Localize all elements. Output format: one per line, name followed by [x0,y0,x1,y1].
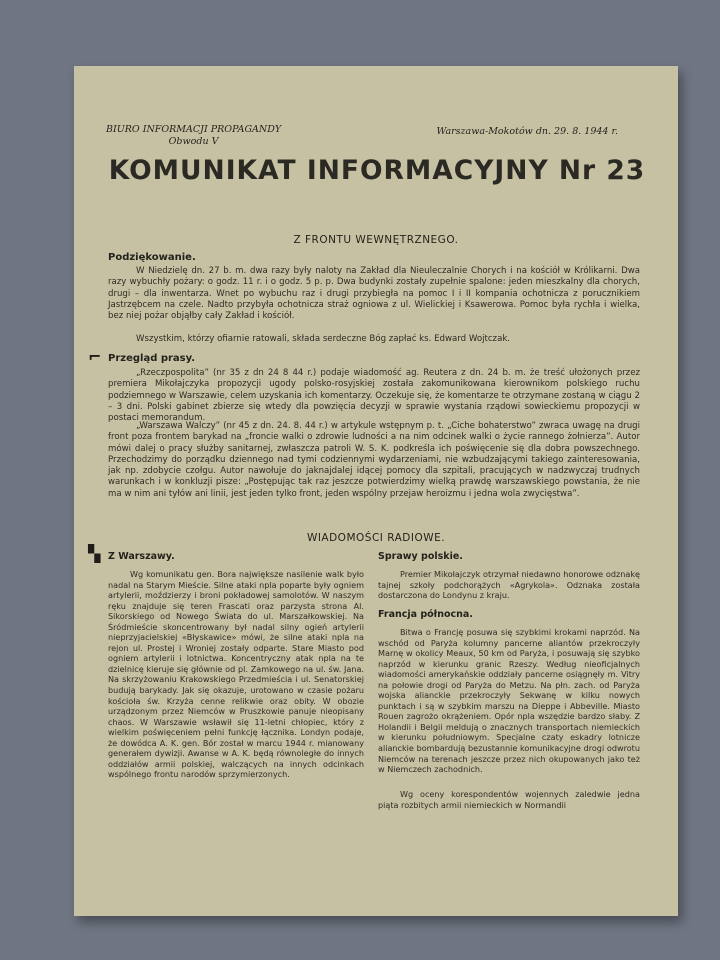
document-page [74,66,678,916]
polish-affairs-text: Premier Mikołajczyk otrzymał niedawno honorowe odznakę tajnej szkoły podchorążych «Agrykola». Odznaka została dostarczona do Londynu z kraju. [378,569,640,601]
heading-warsaw: Z Warszawy. [108,551,175,562]
press-paragraph-rzeczpospolita: „Rzeczpospolita” (nr 35 z dn 24 8 44 r.) podaje wiadomość ag. Reutera z dn. 24 b. m. że treść ułożonych przez premiera Mikołajczyka propozycji ugody polsko-rosyjskiej została zakomunikowana kierownikom polskiego ruchu podziemnego w Warszawie, celem uzyskania ich komentarzy. Oczekuje się, że komentarze te otrzymane zostaną w ciągu 2 – 3 dni. Polski gabinet zbierze się wtedy dla powzięcia decyzji w sprawie wystania rządowi sowieckiemu propozycji w postaci memorandum. [108,368,640,424]
heading-north-france: Francja północna. [378,609,473,620]
heading-polish-affairs: Sprawy polskie. [378,551,463,562]
thanks-paragraph: W Niedzielę dn. 27 b. m. dwa razy były naloty na Zakład dla Nieuleczalnie Chorych i na kościół w Królikarni. Dwa razy wybuchły pożary: o godz. 11 r. i o godz. 5 p. p. Dwa budynki zostały zupełnie spalone: jeden mieszkalny dla chorych, drugi – dla inwentarza. Wnet po wybuchu raz i drugi przybiegła na pomoc I i II kompania ochotnicza z porucznikiem Jastrzębcem na czele. Nadto przybyła ochotnicza straż ogniowa z ul. Wielickiej i Ksawerowa. Pomoc była rychła i wielka, bez niej pożar objąłby cały Zakład i kościół. [108,266,640,322]
france-report-continued: Wg oceny korespondentów wojennych zaledwie jedna piąta rozbitych armii niemieckich w Normandii [378,789,640,810]
section-title-radio-news: WIADOMOŚCI RADIOWE. [306,532,446,544]
section-title-internal-front: Z FRONTU WEWNĘTRZNEGO. [293,234,459,246]
warsaw-report: Wg komunikatu gen. Bora największe nasilenie walk było nadal na Starym Mieście. Silne ataki npla poparte były ogniem artylerii, moździerzy i broni pokładowej samolotów. W naszym ręku znajduje się teren Frascati oraz parzysta strona Al. Sikorskiego od Nowego Świata do ul. Marszałkowskiej. Na Śródmieście skoncentrowany był nadal silny ogień artylerii nieprzyjacielskiej «Błyskawice» mówi, że silne ataki npla na rejon ul. Prostej i Wroniej zostały odparte. Stare Miasto pod ogniem artylerii i lotnictwa. Koncentryczny atak npla na te dzielnicę kieruje się głównie od pl. Zamkowego na ul. św. Jana. Na skrzyżowaniu Krakowskiego Przedmieścia i ul. Senatorskiej budują barykady. Jak się okazuje, urotowano w czasie pożaru kościoła św. Krzyża cenne relikwie oraz obity. W obozie urządzonym przez Niemców w Pruszkowie panuje nieopisany chaos. W Warszawie wsławił się 11-letni chłopiec, który z wielkim poświęceniem pełni funkcję łącznika. Londyn podaje, że dowódca A. K. gen. Bór został w marcu 1944 r. mianowany generałem dywizji. Awanse w A. K. będą równoległe do innych oddziałów armii polskiej, walczących na innych odcinkach wspólnego frontu narodów sprzymierzonych. [108,569,364,780]
place-date: Warszawa-Mokotów dn. 29. 8. 1944 r. [436,126,618,137]
heading-press-review: Przegląd prasy. [108,353,196,364]
issuing-office [106,124,281,148]
document-title: KOMUNIKAT INFORMACYJNY Nr 23 [108,155,646,186]
margin-mark: ⌐ [88,347,102,366]
heading-thanks: Podziękowanie. [108,252,196,263]
france-report: Bitwa o Francję posuwa się szybkimi krokami naprzód. Na wschód od Paryża kolumny pancerne aliantów przekroczyły Marnę w okolicy Meaux, 50 km od Paryża, i posuwają się szybko naprzód w kierunku granic Rzeszy. Według nieoficjalnych wiadomości amerykańskie oddziały pancerne osiągnęły m. Vitry na połowie drogi od Paryża do Metzu. Na płn. zach. od Paryża wojska alianckie przekroczyły Sekwanę w kilku nowych punktach i są w szybkim marszu na Dieppe i Abbeville. Miasto Rouen zagrożo okrążeniem. Opór npla wszędzie bardzo słaby. Z Holandii i Belgii meldują o znacznych transportach niemieckich w kierunku południowym. Specjalne czaty eskadry lotnicze alianckie bombardują bezustannie komunikacyjne drogi odwrotu Niemców na terenach jeszcze przez nich okupowanych jako też w Niemczech zachodnich. [378,627,640,775]
press-paragraph-warszawa-walczy: „Warszawa Walczy” (nr 45 z dn. 24. 8. 44 r.) w artykule wstępnym p. t. „Ciche bohaterstwo” zwraca uwagę na drugi front poza frontem barykad na „froncie walki o zdrowie ludności a na nim odcinek walki o życie rannego żołnierza”. Autor mówi dalej o pracy służby sanitarnej, zwłaszcza patroli W. S. K. podkreśla ich poświęcenie się dla dobra powszechnego. Przechodzimy do porządku dziennego nad tymi codziennymi wydarzeniami, nie wzbudzającymi takiego zainteresowania, jak np. zdobycie czołgu. Autor nawołuje do jaknajdalej idącej pomocy dla szpitali, pracujących w nadzwyczaj trudnych warunkach i w konkluzji pisze: „Postępując tak raz jeszcze potwierdzimy wielką prawdę warszawskiego powstania, że nie ma w nim ani tyłów ani linii, jest jeden tylko front, jeden wspólny przejaw heroizmu i jedna wola zwycięstwa”. [108,421,640,499]
thanks-signoff: Wszystkim, którzy ofiarnie ratowali, składa serdeczne Bóg zapłać ks. Edward Wojtczak. [136,334,511,344]
office-line-1: BIURO INFORMACJI PROPAGANDY [106,124,282,135]
office-line-2: Obwodu V [168,136,219,147]
margin-mark-2: ▚ [88,544,101,563]
